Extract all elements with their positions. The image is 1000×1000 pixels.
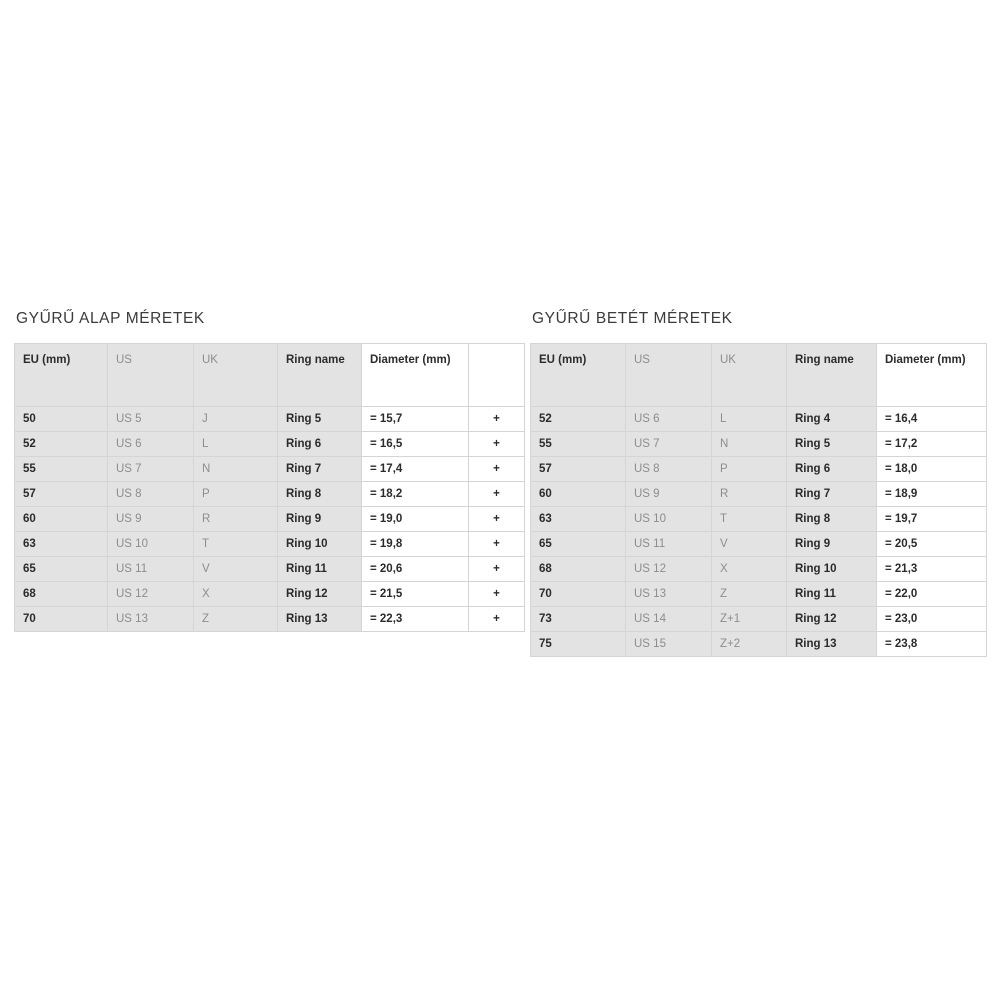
cell-uk: N [720, 438, 729, 450]
cell-diameter: = 19,7 [885, 513, 918, 525]
cell-diameter: = 19,0 [370, 513, 403, 525]
cell-us: US 10 [634, 513, 666, 525]
table-row [15, 532, 525, 557]
cell-ring-name: Ring 12 [795, 613, 837, 625]
column-header-diameter: Diameter (mm) [370, 354, 451, 366]
cell-eu: 65 [23, 563, 36, 575]
cell-ring-name: Ring 9 [286, 513, 322, 525]
cell-uk: Z+1 [720, 613, 741, 625]
cell-ring-name: Ring 10 [795, 563, 837, 575]
cell-plus: + [493, 488, 500, 500]
cell-us: US 9 [634, 488, 660, 500]
cell-uk: Z [720, 588, 728, 600]
table-header-row [531, 344, 987, 407]
cell-uk: X [202, 588, 210, 600]
cell-uk: L [202, 438, 209, 450]
cell-eu: 52 [539, 413, 552, 425]
column-header-ring-name: Ring name [286, 354, 345, 366]
table-row [531, 432, 987, 457]
cell-diameter: = 18,9 [885, 488, 918, 500]
cell-ring-name: Ring 8 [286, 488, 322, 500]
cell-uk: R [720, 488, 729, 500]
cell-uk: P [720, 463, 728, 475]
column-header-eu: EU (mm) [539, 354, 587, 366]
cell-us: US 11 [116, 563, 148, 575]
table-row [531, 632, 987, 657]
ring-base-sizes-table [14, 343, 525, 632]
cell-ring-name: Ring 13 [286, 613, 328, 625]
cell-diameter: = 17,2 [885, 438, 918, 450]
cell-uk: V [202, 563, 210, 575]
cell-uk: L [720, 413, 727, 425]
ring-insert-sizes-table [530, 343, 987, 657]
table-row [15, 457, 525, 482]
column-header-us: US [634, 354, 650, 366]
column-header-us: US [116, 354, 132, 366]
cell-uk: Z [202, 613, 210, 625]
ring-insert-sizes-panel [530, 310, 986, 657]
cell-us: US 12 [634, 563, 666, 575]
cell-us: US 6 [634, 413, 660, 425]
cell-ring-name: Ring 11 [795, 588, 836, 600]
table-row [531, 532, 987, 557]
cell-diameter: = 23,8 [885, 638, 918, 650]
cell-ring-name: Ring 10 [286, 538, 328, 550]
table-row [15, 482, 525, 507]
left-table-title: GYŰRŰ ALAP MÉRETEK [16, 310, 205, 327]
cell-eu: 68 [23, 588, 36, 600]
cell-plus: + [493, 438, 500, 450]
cell-plus: + [493, 538, 500, 550]
cell-us: US 7 [634, 438, 660, 450]
cell-diameter: = 15,7 [370, 413, 403, 425]
cell-us: US 13 [634, 588, 666, 600]
cell-uk: X [720, 563, 728, 575]
cell-eu: 57 [23, 488, 36, 500]
cell-plus: + [493, 413, 500, 425]
cell-ring-name: Ring 5 [286, 413, 322, 425]
cell-eu: 70 [539, 588, 552, 600]
cell-us: US 5 [116, 413, 142, 425]
cell-diameter: = 21,3 [885, 563, 918, 575]
table-row [15, 507, 525, 532]
cell-diameter: = 18,0 [885, 463, 918, 475]
cell-diameter: = 22,3 [370, 613, 403, 625]
cell-us: US 15 [634, 638, 666, 650]
cell-ring-name: Ring 8 [795, 513, 831, 525]
cell-eu: 55 [539, 438, 552, 450]
right-table-title: GYŰRŰ BETÉT MÉRETEK [532, 310, 733, 327]
cell-us: US 11 [634, 538, 666, 550]
table-row [15, 407, 525, 432]
table-row [531, 482, 987, 507]
cell-diameter: = 19,8 [370, 538, 403, 550]
cell-us: US 8 [634, 463, 660, 475]
cell-eu: 70 [23, 613, 36, 625]
cell-diameter: = 23,0 [885, 613, 918, 625]
column-header-diameter: Diameter (mm) [885, 354, 966, 366]
cell-ring-name: Ring 6 [795, 463, 831, 475]
cell-plus: + [493, 588, 500, 600]
column-header-uk: UK [202, 354, 218, 366]
cell-eu: 60 [539, 488, 552, 500]
ring-base-sizes-panel [14, 310, 524, 632]
column-header-uk: UK [720, 354, 736, 366]
table-row [15, 607, 525, 632]
table-row [15, 557, 525, 582]
cell-plus: + [493, 463, 500, 475]
cell-diameter: = 20,5 [885, 538, 918, 550]
table-row [531, 582, 987, 607]
cell-ring-name: Ring 12 [286, 588, 328, 600]
cell-us: US 6 [116, 438, 142, 450]
cell-eu: 55 [23, 463, 36, 475]
cell-ring-name: Ring 11 [286, 563, 327, 575]
cell-us: US 13 [116, 613, 148, 625]
cell-diameter: = 22,0 [885, 588, 918, 600]
cell-plus: + [493, 563, 500, 575]
cell-eu: 63 [539, 513, 552, 525]
cell-ring-name: Ring 7 [795, 488, 831, 500]
table-row [531, 457, 987, 482]
cell-uk: N [202, 463, 211, 475]
cell-eu: 68 [539, 563, 552, 575]
cell-eu: 73 [539, 613, 552, 625]
cell-us: US 7 [116, 463, 142, 475]
cell-us: US 10 [116, 538, 148, 550]
cell-diameter: = 16,4 [885, 413, 918, 425]
cell-eu: 60 [23, 513, 36, 525]
cell-diameter: = 16,5 [370, 438, 403, 450]
cell-plus: + [493, 513, 500, 525]
cell-us: US 9 [116, 513, 142, 525]
column-header-eu: EU (mm) [23, 354, 71, 366]
cell-uk: T [202, 538, 210, 550]
cell-uk: R [202, 513, 211, 525]
cell-diameter: = 18,2 [370, 488, 403, 500]
cell-uk: Z+2 [720, 638, 741, 650]
cell-eu: 50 [23, 413, 36, 425]
table-row [15, 432, 525, 457]
cell-us: US 12 [116, 588, 148, 600]
table-row [531, 607, 987, 632]
cell-ring-name: Ring 9 [795, 538, 831, 550]
table-header-row [15, 344, 525, 407]
cell-uk: J [202, 413, 208, 425]
cell-eu: 65 [539, 538, 552, 550]
cell-ring-name: Ring 13 [795, 638, 837, 650]
cell-ring-name: Ring 4 [795, 413, 831, 425]
cell-eu: 57 [539, 463, 552, 475]
cell-uk: P [202, 488, 210, 500]
cell-uk: T [720, 513, 728, 525]
cell-ring-name: Ring 5 [795, 438, 831, 450]
table-row [531, 407, 987, 432]
table-row [15, 582, 525, 607]
cell-us: US 14 [634, 613, 666, 625]
cell-diameter: = 21,5 [370, 588, 403, 600]
cell-us: US 8 [116, 488, 142, 500]
cell-uk: V [720, 538, 728, 550]
cell-eu: 52 [23, 438, 36, 450]
cell-ring-name: Ring 6 [286, 438, 322, 450]
cell-diameter: = 17,4 [370, 463, 403, 475]
table-row [531, 557, 987, 582]
cell-plus: + [493, 613, 500, 625]
table-row [531, 507, 987, 532]
cell-eu: 75 [539, 638, 552, 650]
cell-diameter: = 20,6 [370, 563, 403, 575]
column-header-plus [469, 344, 524, 357]
cell-ring-name: Ring 7 [286, 463, 322, 475]
cell-eu: 63 [23, 538, 36, 550]
column-header-ring-name: Ring name [795, 354, 854, 366]
